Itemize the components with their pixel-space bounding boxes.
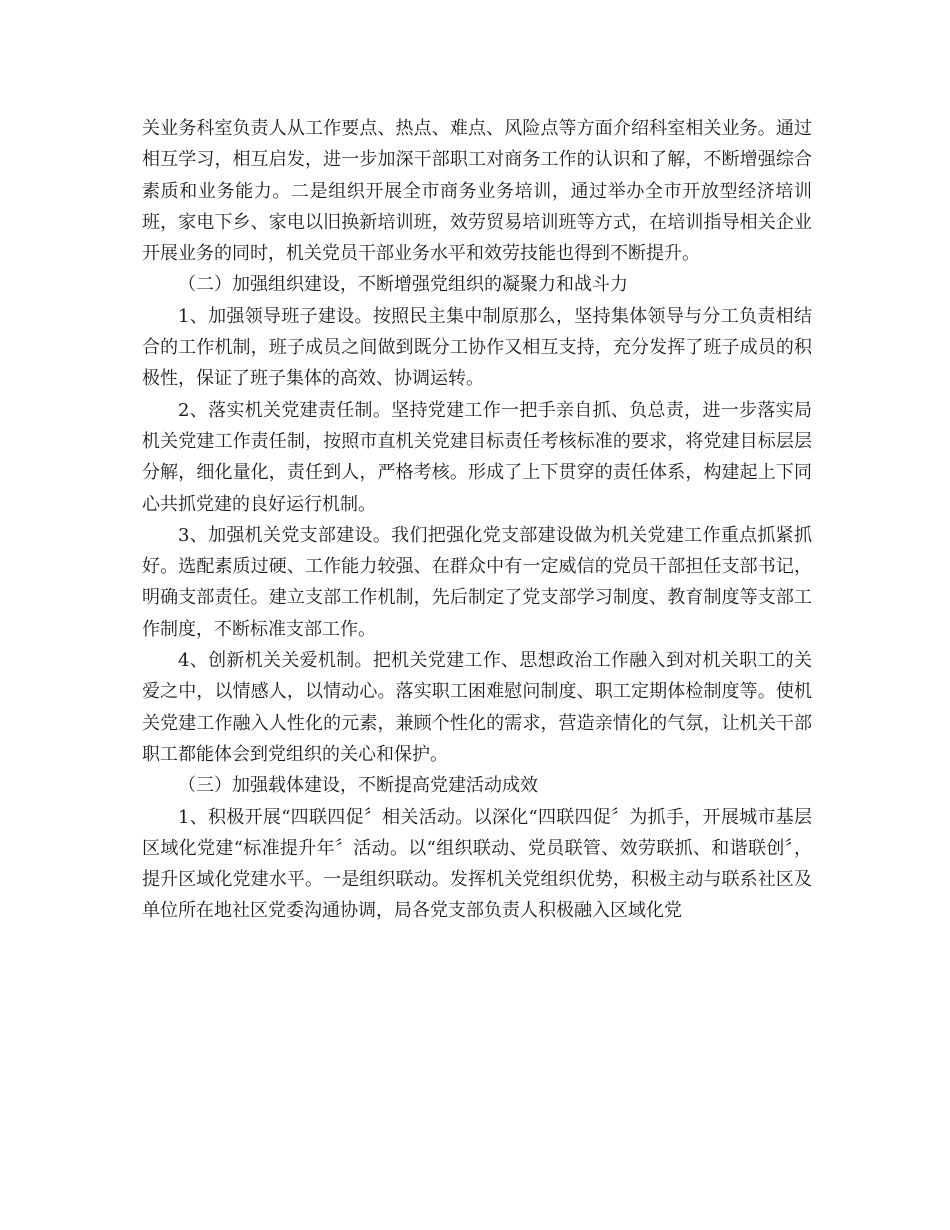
- paragraph-four-links: 1、积极开展“四联四促〞相关活动。以深化“四联四促〞为抓手，开展城市基层区域化党建“标准提升年〞活动。以“组织联动、党员联管、效劳联抓、和谐联创〞，提升区域化党建水平。一是组织联动。发挥机关党组织优势，积极主动与联系社区及单位所在地社区党委沟通协调，局各党支部负责人积极融入区域化党: [142, 806, 812, 922]
- paragraph-continued-training: 关业务科室负责人从工作要点、热点、难点、风险点等方面介绍科室相关业务。通过相互学习，相互启发，进一步加深干部职工对商务工作的认识和了解，不断增强综合素质和业务能力。二是组织开展全市商务业务培训，通过举办全市开放型经济培训班，家电下乡、家电以旧换新培训班，效劳贸易培训班等方式，在培训指导相关企业开展业务的同时，机关党员干部业务水平和效劳技能也得到不断提升。: [142, 118, 812, 265]
- paragraph-care-mechanism: 4、创新机关关爱机制。把机关党建工作、思想政治工作融入到对机关职工的关爱之中，以情感人，以情动心。落实职工困难慰问制度、职工定期体检制度等。使机关党建工作融入人性化的元素，兼顾个性化的需求，营造亲情化的气氛，让机关干部职工都能体会到党组织的关心和保护。: [142, 650, 812, 765]
- paragraph-leadership-team: 1、加强领导班子建设。按照民主集中制原那么，坚持集体领导与分工负责相结合的工作机制，班子成员之间做到既分工协作又相互支持，充分发挥了班子成员的积极性，保证了班子集体的高效、协调运转。: [142, 305, 812, 390]
- paragraph-party-branch: 3、加强机关党支部建设。我们把强化党支部建设做为机关党建工作重点抓紧抓好。选配素质过硬、工作能力较强、在群众中有一定威信的党员干部担任支部书记，明确支部责任。建立支部工作机制，先后制定了党支部学习制度、教育制度等支部工作制度，不断标准支部工作。: [142, 524, 812, 640]
- document-body: [142, 113, 812, 927]
- paragraph-responsibility-system: 2、落实机关党建责任制。坚持党建工作一把手亲自抓、负总责，进一步落实局机关党建工作责任制，按照市直机关党建目标责任考核标准的要求，将党建目标层层分解，细化量化，责任到人，严格考核。形成了上下贯穿的责任体系，构建起上下同心共抓党建的良好运行机制。: [142, 399, 812, 515]
- section-heading-organization: （二）加强组织建设，不断增强党组织的凝聚力和战斗力: [178, 274, 628, 296]
- section-heading-carrier: （三）加强载体建设，不断提高党建活动成效: [178, 775, 538, 797]
